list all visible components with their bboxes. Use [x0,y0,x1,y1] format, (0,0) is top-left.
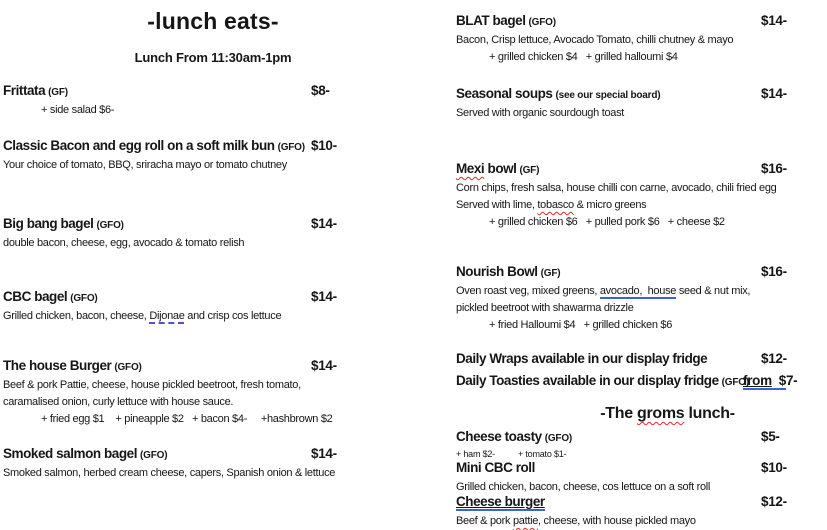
description-text: Served with lime, [456,199,538,211]
menu-item-description [456,197,827,214]
menu-item-name: BLAT bagel [456,13,526,28]
menu-item-description: Bacon, Crisp lettuce, Avocado Tomato, chilli chutney & mayo [456,34,734,46]
menu-item-name: Cheese toasty [456,429,542,444]
description-text: seed & nut mix, [676,285,751,297]
dietary-tag: (GF) [519,165,540,176]
menu-column-left [3,0,423,528]
menu-item-cheese-burger [456,493,827,530]
description-text: Grilled chicken, bacon, cheese, [3,310,150,322]
description-text: Oven roast veg, mixed greens, [456,285,600,297]
menu-item-price: $10- [311,138,337,153]
menu-item-blat-bagel [456,12,827,66]
heading-text: lunch- [684,405,735,422]
menu-item-price: $14- [311,358,337,373]
menu-column-right [456,0,827,528]
description-text: & micro greens [573,199,647,211]
menu-item-daily-wraps [456,350,827,370]
dietary-tag: (GFO) [96,220,124,231]
menu-item-price: $12- [761,494,787,509]
menu-item-extras: + grilled chicken $4 + grilled halloumi $4 [489,51,678,63]
menu-item-classic-bacon-egg-roll [3,137,423,174]
menu-item-name: Classic Bacon and egg roll on a soft milk bun [3,138,275,153]
dietary-tag: (GFO) [140,450,168,461]
menu-item-description [456,513,827,530]
menu-item-description: Served with organic sourdough toast [456,107,625,119]
dietary-tag: (GFO) [70,293,98,304]
menu-item-mexi-bowl [456,160,827,231]
spellcheck-misspelled-word: Mexi [456,161,485,176]
menu-item-name: Cheese burger [456,494,545,509]
menu-item-cbc-bagel [3,288,423,325]
menu-item-description [3,308,423,325]
menu-item-seasonal-soups [456,85,827,122]
menu-item-description: Beef & pork Pattie, cheese, house pickled beetroot, fresh tomato, [3,379,301,391]
spellcheck-misspelled-word: tobasco [537,199,574,211]
menu-item-price: $10- [761,460,787,475]
price-text: $ [771,373,786,388]
description-text: , cheese, with house pickled mayo [538,515,696,527]
underlined-text: from [743,373,772,388]
page-subtitle: Lunch From 11:30am-1pm [134,50,292,65]
menu-item-price: $5- [761,429,780,444]
grammar-check-phrase: avocado, house [599,285,677,297]
menu-item-price: $16- [761,161,787,176]
menu-item-description: double bacon, cheese, egg, avocado & tomato relish [3,237,245,249]
description-text: and crisp cos lettuce [184,310,282,322]
menu-item-mini-cbc-roll [456,459,827,496]
menu-item-big-bang-bagel [3,215,423,252]
menu-item-name: CBC bagel [3,289,68,304]
menu-item-extras: + fried egg $1 + pineapple $2 + bacon $4- +hashbrown $2 [41,413,333,425]
dietary-tag: (GFO) [277,142,305,153]
menu-item-price: $8- [311,83,330,98]
menu-item-house-burger [3,357,423,428]
dietary-tag: (GF) [540,268,561,279]
menu-item-description: Grilled chicken, bacon, cheese, cos lettuce on a soft roll [456,481,711,493]
spellcheck-suggestion-word: Dijonae [149,310,185,322]
menu-item-price: $14- [761,86,787,101]
menu-item-extras: + fried Halloumi $4 + grilled chicken $6 [489,319,673,331]
menu-item-frittata [3,82,423,119]
menu-item-name: Daily Toasties available in our display fridge [456,373,719,388]
menu-item-extras: + ham $2- + tomato $1- [456,449,567,459]
menu-item-price: $14- [311,289,337,304]
menu-item-name: Mini CBC roll [456,460,535,475]
dietary-tag: (GFO) [528,17,556,28]
dietary-tag: (GFO) [721,377,749,388]
dietary-tag: (GFO) [544,433,573,444]
menu-item-name: Smoked salmon bagel [3,446,137,461]
menu-item-price: $12- [761,351,787,366]
menu-item-name: Nourish Bowl [456,264,538,279]
menu-item-cheese-toasty [456,428,827,460]
menu-item-name: The house Burger [3,358,112,373]
menu-item-price [743,373,797,388]
menu-item-name: Seasonal soups [456,86,553,101]
menu-item-daily-toasties [456,372,827,392]
heading-text: -The [600,405,637,422]
menu-item-name: Big bang bagel [3,216,94,231]
menu-item-description: Smoked salmon, herbed cream cheese, capers, Spanish onion & lettuce [3,467,336,479]
menu-item-price: $14- [311,446,337,461]
grammar-check-phrase [743,373,786,390]
note-tag: (see our special board) [555,90,661,101]
spellcheck-misspelled-word: pattie [512,515,539,527]
menu-item-name: bowl [484,161,517,176]
page-title: -lunch eats- [147,8,279,34]
spellcheck-misspelled-word: groms [636,405,685,422]
menu-item-description [456,283,827,300]
menu-item-extras: + grilled chicken $6 + pulled pork $6 + cheese $2 [489,216,725,228]
menu-item-price: $14- [761,13,787,28]
groms-section-heading [456,405,827,423]
dietary-tag: (GF) [48,87,68,98]
menu-item-description: Your choice of tomato, BBQ, sriracha mayo or tomato chutney [3,159,287,171]
menu-item-name: Daily Wraps available in our display fridge [456,351,708,366]
menu-item-extras: + side salad $6- [41,104,115,116]
description-text: Beef & pork [456,515,513,527]
menu-item-description: caramalised onion, curly lettuce with house sauce. [3,396,234,408]
dietary-tag: (GFO) [114,362,142,373]
menu-item-price: $14- [311,216,337,231]
price-text: 7- [785,373,798,388]
menu-item-name: Frittata [3,83,46,98]
menu-item-price: $16- [761,264,787,279]
menu-item-description: Corn chips, fresh salsa, house chilli con carne, avocado, chili fried egg [456,182,777,194]
menu-item-smoked-salmon-bagel [3,445,423,482]
menu-item-nourish-bowl [456,263,827,334]
menu-item-description: pickled beetroot with shawarma drizzle [456,302,634,314]
